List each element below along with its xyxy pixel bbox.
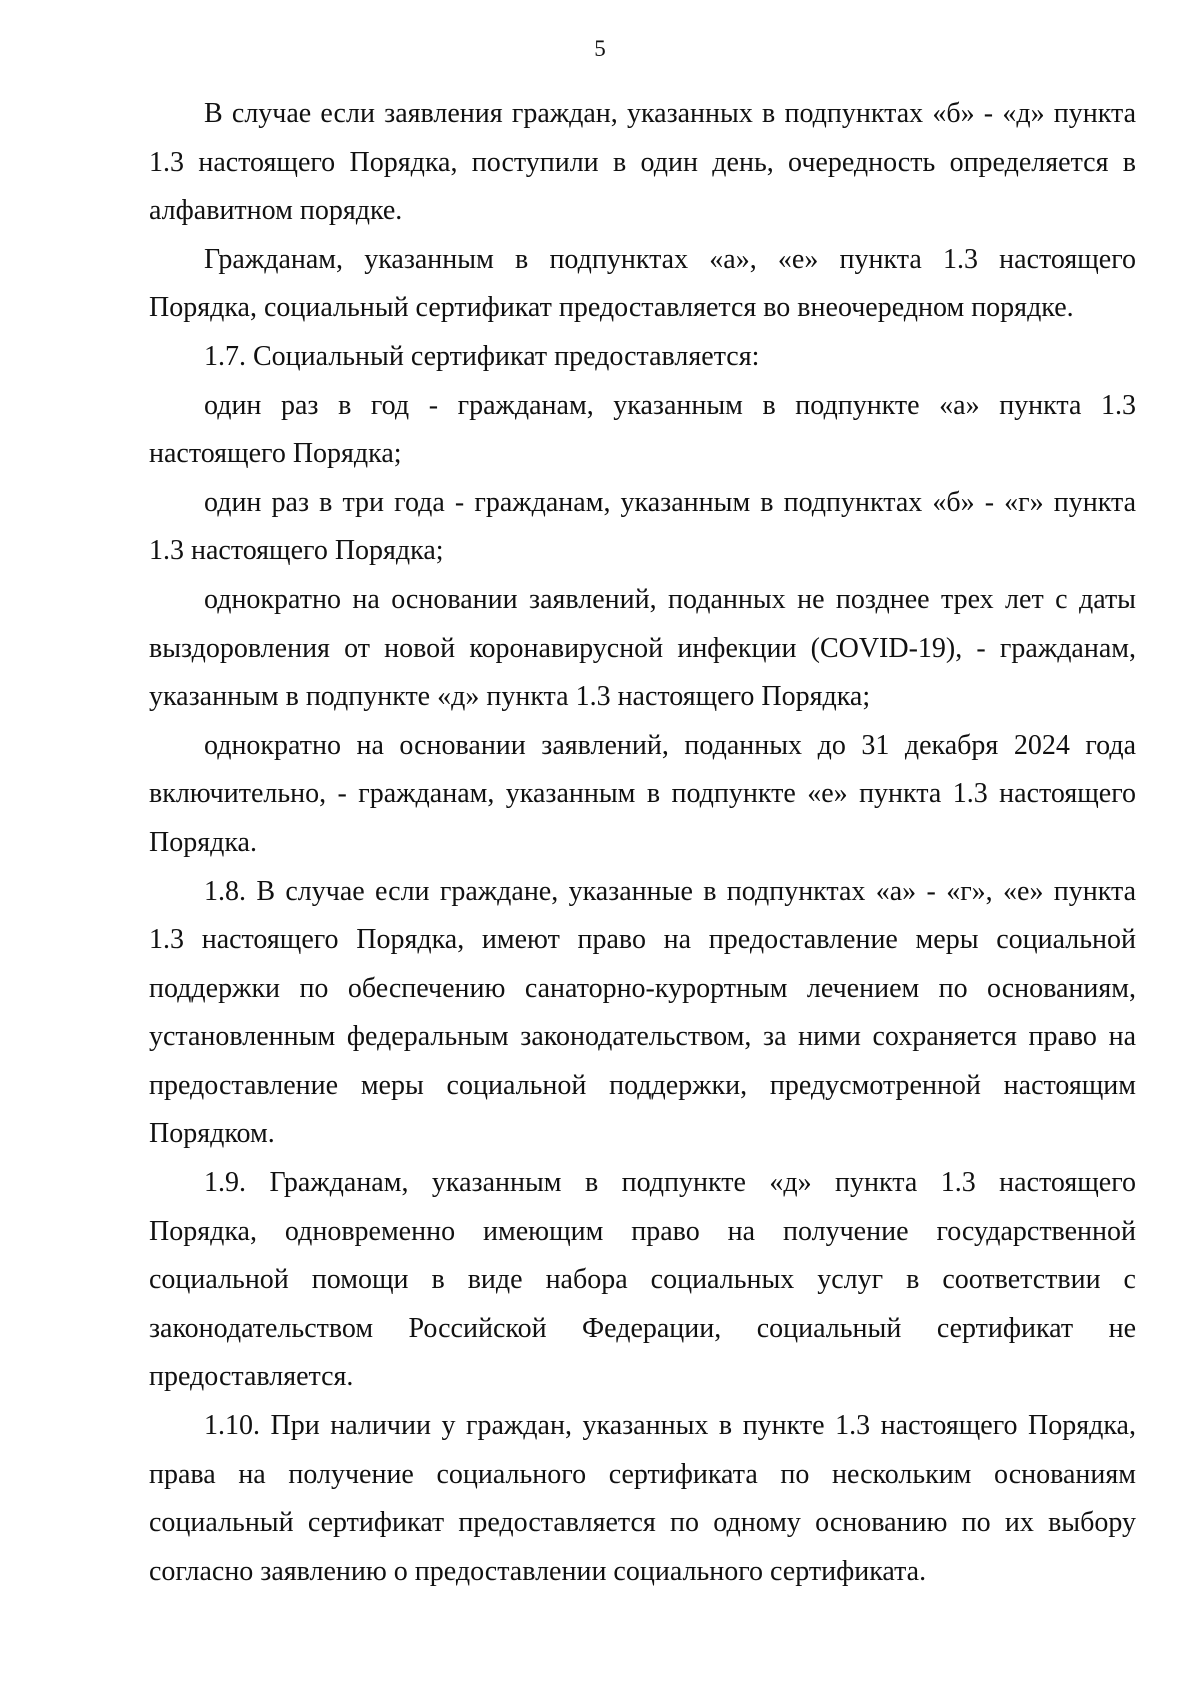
paragraph-line: однократно на основании заявлений, поданных до 31 декабря 2024 года: [204, 729, 1136, 761]
paragraph-line: поддержки по обеспечению санаторно-курортным лечением по основаниям,: [149, 972, 1136, 1004]
paragraph-line: законодательством Российской Федерации, социальный сертификат не: [149, 1312, 1136, 1344]
paragraph-line: выздоровления от новой коронавирусной инфекции (COVID-19), - гражданам,: [149, 632, 1136, 664]
paragraph-line: социальный сертификат предоставляется по одному основанию по их выбору: [149, 1507, 1136, 1539]
paragraph-line: один раз в год - гражданам, указанным в подпункте «а» пункта 1.3: [204, 389, 1136, 421]
paragraph-line: Гражданам, указанным в подпунктах «а», «е» пункта 1.3 настоящего: [204, 243, 1136, 275]
paragraph-line: 1.7. Социальный сертификат предоставляется:: [204, 340, 760, 372]
paragraph-line: 1.3 настоящего Порядка;: [149, 535, 444, 567]
paragraph-line: 1.8. В случае если граждане, указанные в подпунктах «а» - «г», «е» пункта: [204, 875, 1136, 907]
paragraph: [149, 90, 1136, 236]
paragraph-line: предоставляется.: [149, 1361, 354, 1393]
paragraph-line: установленным федеральным законодательством, за ними сохраняется право на: [149, 1021, 1136, 1053]
paragraph-line: согласно заявлению о предоставлении социального сертификата.: [149, 1555, 927, 1587]
paragraph-line: права на получение социального сертификата по нескольким основаниям: [149, 1458, 1136, 1490]
paragraph-line: один раз в три года - гражданам, указанным в подпунктах «б» - «г» пункта: [204, 486, 1136, 518]
paragraph: [149, 868, 1136, 1160]
paragraph: [149, 576, 1136, 722]
paragraph-line: предоставление меры социальной поддержки, предусмотренной настоящим: [149, 1069, 1136, 1101]
paragraph-line: Порядком.: [149, 1118, 275, 1150]
paragraph-line: Порядка.: [149, 826, 257, 858]
paragraph-line: Порядка, социальный сертификат предоставляется во внеочередном порядке.: [149, 292, 1074, 324]
paragraph-line: указанным в подпункте «д» пункта 1.3 настоящего Порядка;: [149, 681, 871, 713]
paragraph: [149, 236, 1136, 333]
document-body: [149, 90, 1136, 1596]
paragraph: [149, 333, 1136, 382]
paragraph: [149, 722, 1136, 868]
paragraph-line: настоящего Порядка;: [149, 438, 402, 470]
paragraph-line: алфавитном порядке.: [149, 195, 403, 227]
paragraph-line: однократно на основании заявлений, поданных не позднее трех лет с даты: [204, 583, 1136, 615]
paragraph-line: 1.3 настоящего Порядка, поступили в один день, очередность определяется в: [149, 146, 1136, 178]
paragraph-line: 1.10. При наличии у граждан, указанных в пункте 1.3 настоящего Порядка,: [204, 1410, 1136, 1442]
paragraph-line: социальной помощи в виде набора социальных услуг в соответствии с: [149, 1264, 1136, 1296]
paragraph-line: 1.9. Гражданам, указанным в подпункте «д» пункта 1.3 настоящего: [204, 1167, 1136, 1199]
paragraph-line: включительно, - гражданам, указанным в подпункте «е» пункта 1.3 настоящего: [149, 778, 1136, 810]
paragraph: [149, 382, 1136, 479]
paragraph-line: Порядка, одновременно имеющим право на получение государственной: [149, 1215, 1136, 1247]
paragraph: [149, 479, 1136, 576]
paragraph: [149, 1402, 1136, 1596]
paragraph-line: 1.3 настоящего Порядка, имеют право на предоставление меры социальной: [149, 924, 1136, 956]
page-number: 5: [594, 36, 606, 61]
paragraph: [149, 1159, 1136, 1402]
paragraph-line: В случае если заявления граждан, указанных в подпунктах «б» - «д» пункта: [204, 98, 1136, 129]
